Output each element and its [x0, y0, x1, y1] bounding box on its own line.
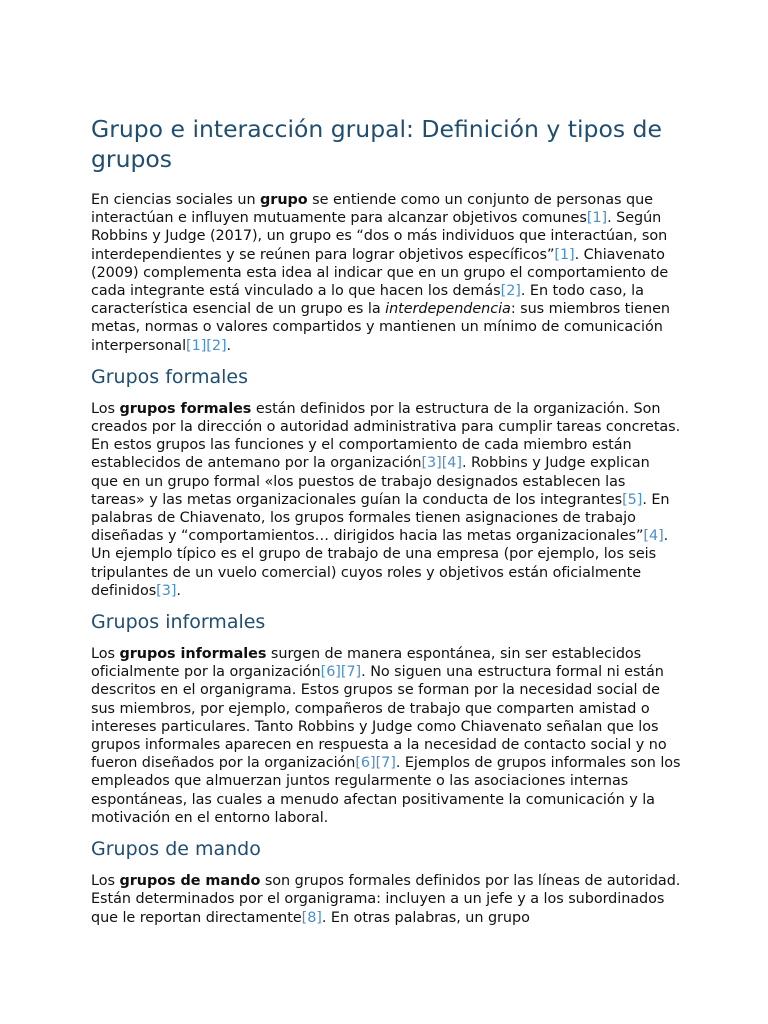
text-run: Los [91, 400, 120, 417]
bold-term: grupos formales [119, 400, 252, 417]
intro-paragraph [91, 191, 681, 355]
text-run: . Según Robbins y Judge (2017), un grupo es “dos o más individuos que interactúan, son interdependientes y se reúnen para lograr objetivos específicos” [91, 210, 668, 263]
bold-term: grupos de mando [119, 873, 261, 890]
mando-paragraph [91, 872, 681, 927]
formales-paragraph [91, 400, 681, 600]
text-run: . No siguen una estructura formal ni están descritos en el organigrama. Estos grupos se forman por la necesidad social de sus miembros, por ejemplo, compañeros de trabajo que comparten amistad o intereses particulares. Tanto Robbins y Judge como Chiavenato señalan que los grupos informales aparecen en respuesta a la necesidad de contacto social y no fueron diseñados por la organización [91, 664, 667, 772]
section-heading-mando: Grupos de mando [91, 838, 261, 861]
text-run: surgen de manera espontánea, sin ser establecidos oficialmente por la organización [91, 646, 642, 681]
document-page [91, 114, 681, 937]
document-title: Grupo e interacción grupal: Definición y tipos de grupos [91, 115, 662, 173]
text-run: están definidos por la estructura de la organización. Son creados por la dirección o autoridad administrativa para cumplir tareas concretas. En estos grupos las funciones y el comportamiento de cada miembro están establecidos de antemano por la organización [91, 400, 681, 472]
text-run: son grupos formales definidos por las líneas de autoridad. Están determinados por el organigrama: incluyen a un jefe y a los subordinados que le reportan directamente [91, 873, 681, 926]
citation-link[interactable]: [6] [355, 755, 376, 772]
citation-link[interactable]: [2] [206, 337, 227, 354]
text-run: . En palabras de Chiavenato, los grupos formales tienen asignaciones de trabajo diseñadas y “comportamientos… dirigidos hacia las metas organizacionales” [91, 491, 670, 545]
citation-link[interactable]: [1] [586, 210, 608, 227]
citation-link[interactable]: [8] [301, 909, 322, 926]
text-run: . En todo caso, la característica esencial de un grupo es la [91, 283, 644, 318]
text-run: En ciencias sociales un [91, 192, 261, 208]
text-run: Los [91, 646, 120, 663]
italic-term: interdependencia [385, 301, 511, 318]
bold-term: grupo [260, 192, 308, 208]
citation-link[interactable]: [7] [340, 664, 362, 681]
citation-link[interactable]: [1] [186, 337, 207, 354]
section-heading-informales: Grupos informales [91, 611, 266, 634]
text-run: . [176, 582, 181, 599]
citation-link[interactable]: [5] [622, 491, 643, 508]
citation-link[interactable]: [4] [643, 528, 664, 545]
informales-paragraph [91, 645, 681, 827]
text-run: . Chiavenato (2009) complementa esta idea al indicar que en un grupo el comportamiento de cada integrante está vinculado a lo que hacen los demás [91, 246, 669, 300]
citation-link[interactable]: [3] [156, 582, 177, 599]
text-run: . Robbins y Judge explican que en un grupo formal «los puestos de trabajo designados establecen las tareas» y las metas organizacionales guían la conducta de los integrantes [91, 455, 650, 508]
citation-link[interactable]: [1] [554, 246, 575, 263]
text-run: . Ejemplos de grupos informales son los empleados que almuerzan juntos regularmente o las asociaciones internas espontáneas, las cuales a menudo afectan positivamente la comunicación y la motivación en el entorno laboral. [91, 755, 681, 826]
citation-link[interactable]: [7] [375, 755, 396, 772]
section-heading-formales: Grupos formales [91, 365, 249, 388]
bold-term: grupos informales [119, 646, 267, 663]
citation-link[interactable]: [3] [421, 455, 442, 472]
text-run: se entiende como un conjunto de personas que interactúan e influyen mutuamente para alcanzar objetivos comunes [91, 192, 653, 227]
text-run: : sus miembros tienen metas, normas o valores compartidos y mantienen un mínimo de comunicación interpersonal [91, 301, 670, 354]
text-run: . [226, 337, 232, 354]
text-run: Los [91, 873, 120, 890]
text-run: . Un ejemplo típico es el grupo de trabajo de una empresa (por ejemplo, los seis tripulantes de un vuelo comercial) cuyos roles y objetivos están oficialmente definidos [91, 528, 669, 599]
text-run: . En otras palabras, un grupo [321, 909, 530, 926]
citation-link[interactable]: [2] [500, 283, 521, 300]
citation-link[interactable]: [6] [320, 664, 341, 681]
citation-link[interactable]: [4] [441, 455, 462, 472]
